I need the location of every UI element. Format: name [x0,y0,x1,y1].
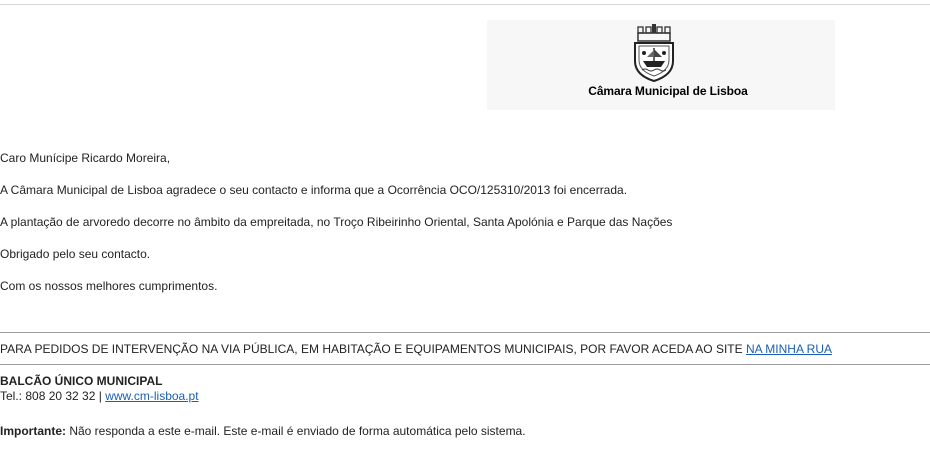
divider [0,364,930,365]
logo-text: Câmara Municipal de Lisboa [588,84,748,98]
na-minha-rua-link[interactable]: NA MINHA RUA [745,342,832,356]
header-logo [487,20,835,110]
notice-text: PARA PEDIDOS DE INTERVENÇÃO NA VIA PÚBLICA, EM HABITAÇÃO E EQUIPAMENTOS MUNICIPAIS, POR FAVOR ACEDA AO SITE [0,342,746,356]
phone-text: Tel.: 808 20 32 32 | [0,389,106,403]
important-text: Não responda a este e-mail. Este e-mail é enviado de forma automática pelo sistema. [66,424,526,438]
lisbon-crest-icon [630,23,678,83]
footer-title: BALCÃO ÚNICO MUNICIPAL [0,374,163,388]
footer-contact [0,389,199,404]
closing-text: Com os nossos melhores cumprimentos. [0,279,218,293]
detail-text: A plantação de arvoredo decorre no âmbito da empreitada, no Troço Ribeirinho Oriental, Santa Apolónia e Parque das Nações [0,215,673,229]
important-label: Importante: [0,424,66,438]
footer [0,374,199,404]
intervention-notice [0,342,832,356]
divider [0,332,930,333]
greeting: Caro Munícipe Ricardo Moreira, [0,151,171,165]
website-link[interactable]: www.cm-lisboa.pt [105,389,199,403]
closure-notice: A Câmara Municipal de Lisboa agradece o seu contacto e informa que a Ocorrência OCO/125310/2013 foi encerrada. [0,183,628,197]
important-note [0,424,526,438]
thanks-text: Obrigado pelo seu contacto. [0,247,151,261]
top-divider [0,4,930,5]
